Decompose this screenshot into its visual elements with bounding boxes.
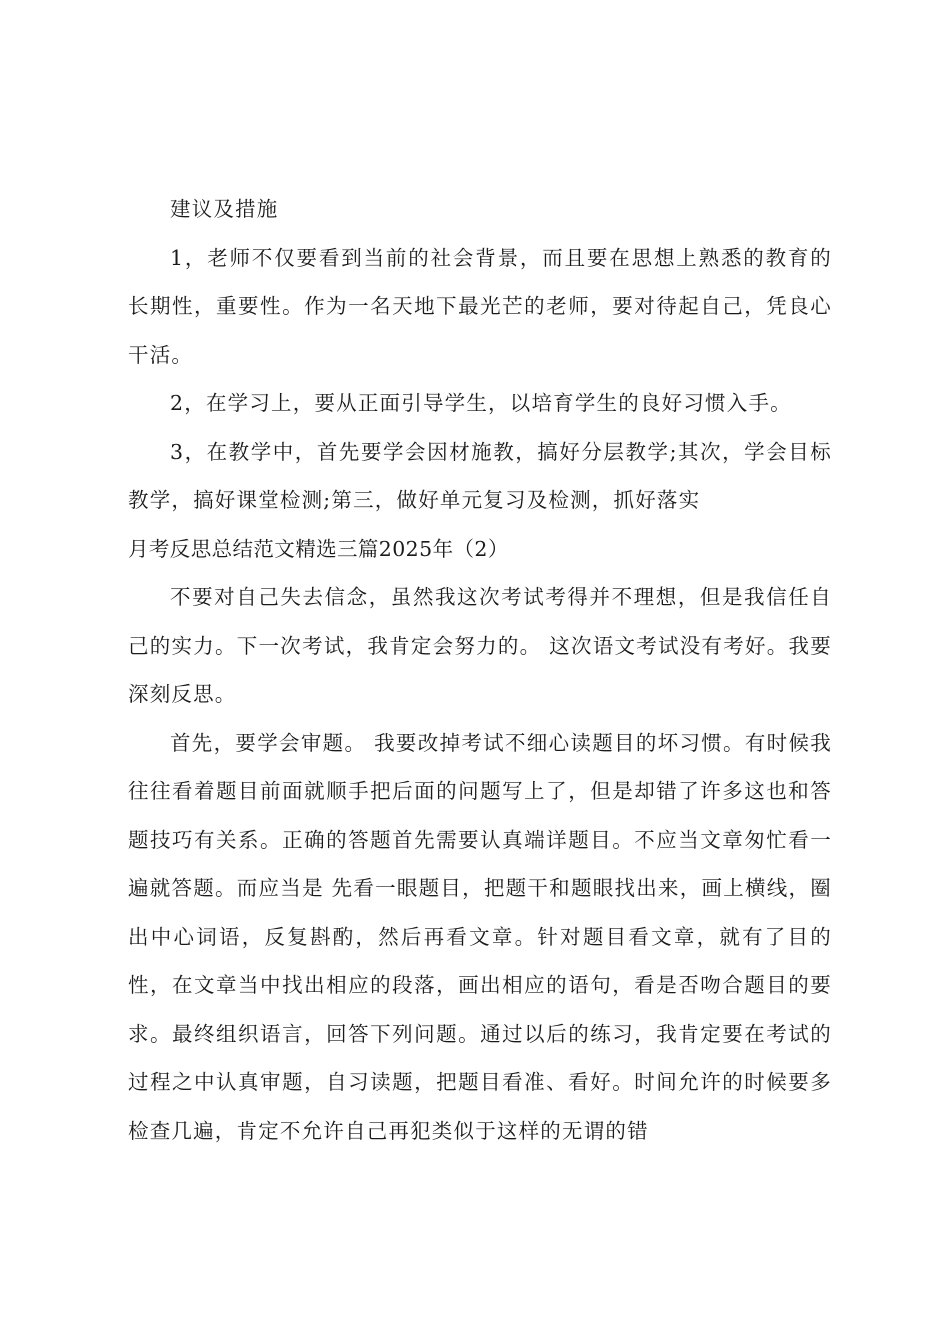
suggestion-item-1: 1，老师不仅要看到当前的社会背景，而且要在思想上熟悉的教育的长期性，重要性。作为一名天地下最光芒的老师，要对待起自己，凭良心干活。: [128, 245, 832, 367]
paragraph-2: 首先，要学会审题。 我要改掉考试不细心读题目的坏习惯。有时候我往往看着题目前面就顺手把后面的问题写上了，但是却错了许多这也和答题技巧有关系。正确的答题首先需要认真端详题目。不应当文章匆忙看一遍就答题。而应当是 先看一眼题目，把题干和题眼找出来，画上横线，圈出中心词语，反复斟酌，然后再看文章。针对题目看文章，就有了目的性，在文章当中找出相应的段落，画出相应的语句，看是否吻合题目的要求。最终组织语言，回答下列问题。通过以后的练习，我肯定要在考试的过程之中认真审题，自习读题，把题目看准、看好。时间允许的时候要多检查几遍，肯定不允许自己再犯类似于这样的无谓的错: [128, 730, 832, 1143]
article-title: 月考反思总结范文精选三篇2025年（2）: [128, 536, 509, 561]
paragraph-1: 不要对自己失去信念，虽然我这次考试考得并不理想，但是我信任自己的实力。下一次考试，我肯定会努力的。 这次语文考试没有考好。我要深刻反思。: [128, 585, 832, 706]
section-heading: 建议及措施: [170, 197, 279, 221]
document-body: [128, 185, 832, 1155]
suggestion-item-2: 2，在学习上，要从正面引导学生，以培育学生的良好习惯入手。: [170, 391, 792, 415]
suggestion-item-3: 3，在教学中，首先要学会因材施教，搞好分层教学;其次，学会目标教学，搞好课堂检测;第三，做好单元复习及检测，抓好落实: [128, 439, 832, 512]
